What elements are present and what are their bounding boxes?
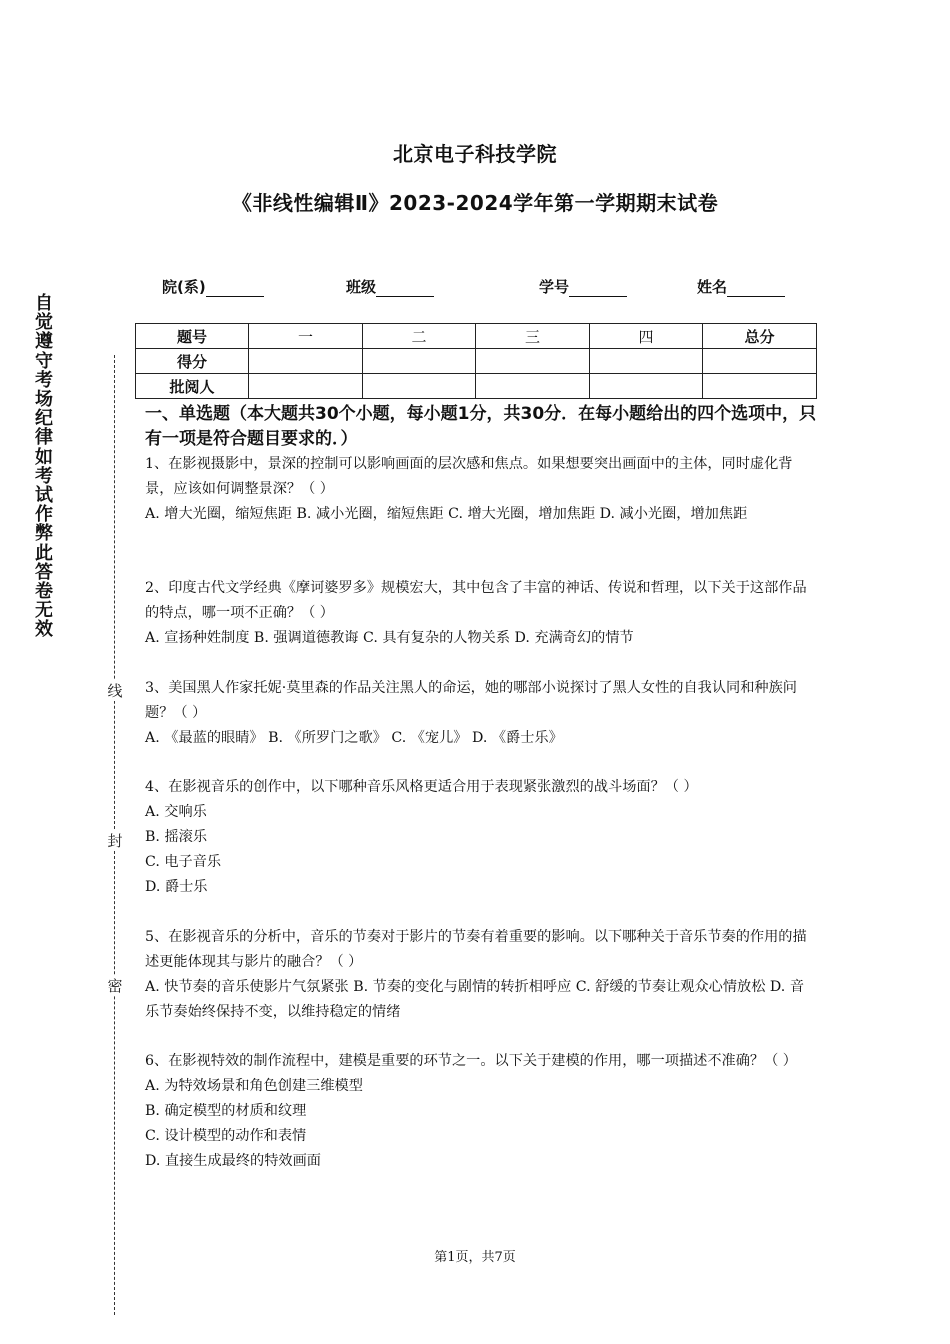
- question-stem: 2、印度古代文学经典《摩诃婆罗多》规模宏大，其中包含了丰富的神话、传说和哲理，以下关于这部作品的特点，哪一项不正确？（ ）: [145, 580, 807, 621]
- question-4: [145, 775, 817, 900]
- question-option: B. 确定模型的材质和纹理: [145, 1103, 307, 1119]
- class-label: 班级: [346, 278, 377, 296]
- question-stem: 3、美国黑人作家托妮·莫里森的作品关注黑人的命运，她的哪部小说探讨了黑人女性的自我认同和种族问题？（ ）: [145, 680, 797, 721]
- score-header-cell: 二: [363, 324, 476, 349]
- notice-char: 无: [35, 600, 53, 622]
- score-cell[interactable]: [249, 349, 363, 374]
- page-number: 第1页，共7页: [434, 1250, 516, 1265]
- notice-char: 考: [35, 465, 53, 487]
- grader-cell[interactable]: [249, 374, 363, 399]
- question-options: A. 增大光圈，缩短焦距 B. 减小光圈，缩短焦距 C. 增大光圈，增加焦距 D. 减小光圈，增加焦距: [145, 506, 748, 522]
- seal-mark-dense: 密: [107, 977, 123, 995]
- question-option: A. 交响乐: [145, 804, 207, 820]
- notice-char: 弊: [35, 523, 53, 545]
- question-stem: 5、在影视音乐的分析中，音乐的节奏对于影片的节奏有着重要的影响。以下哪种关于音乐节奏的作用的描述更能体现其与影片的融合？（ ）: [145, 929, 807, 970]
- score-table-header-row: [136, 324, 817, 349]
- notice-char: 觉: [35, 312, 53, 334]
- score-cell[interactable]: [703, 349, 817, 374]
- question-2: [145, 576, 817, 651]
- class-blank[interactable]: [376, 280, 434, 297]
- score-header-cell: 一: [249, 324, 363, 349]
- department-label: 院(系): [162, 278, 206, 296]
- exam-title: 《非线性编辑Ⅱ》2023-2024学年第一学期期末试卷: [231, 191, 719, 215]
- department-field: [162, 276, 264, 297]
- question-options: A. 快节奏的音乐使影片气氛紧张 B. 节奏的变化与剧情的转折相呼应 C. 舒缓的节奏让观众心情放松 D. 音乐节奏始终保持不变，以维持稳定的情绪: [145, 979, 805, 1020]
- department-blank[interactable]: [206, 280, 264, 297]
- name-field: [697, 276, 785, 297]
- question-option: B. 摇滚乐: [145, 829, 208, 845]
- question-stem: 6、在影视特效的制作流程中，建模是重要的环节之一。以下关于建模的作用，哪一项描述不准确？（ ）: [145, 1053, 797, 1069]
- student-id-blank[interactable]: [569, 280, 627, 297]
- score-table: [135, 323, 817, 399]
- question-3: [145, 676, 817, 751]
- student-id-field: [539, 276, 627, 297]
- notice-char: 遵: [35, 331, 53, 353]
- notice-char: 纪: [35, 408, 53, 430]
- name-label: 姓名: [697, 278, 728, 296]
- question-option: D. 直接生成最终的特效画面: [145, 1153, 321, 1169]
- grader-cell[interactable]: [590, 374, 703, 399]
- question-6: [145, 1049, 817, 1174]
- notice-char: 此: [35, 542, 53, 564]
- grader-cell[interactable]: [363, 374, 476, 399]
- notice-char: 答: [35, 561, 53, 583]
- score-cell[interactable]: [590, 349, 703, 374]
- score-header-cell: 三: [476, 324, 590, 349]
- grader-cell[interactable]: [476, 374, 590, 399]
- notice-char: 效: [35, 619, 53, 641]
- grader-row: [136, 374, 817, 399]
- seal-mark-seal: 封: [107, 832, 123, 850]
- student-id-label: 学号: [539, 278, 570, 296]
- score-row-label: 得分: [136, 349, 249, 374]
- question-option: C. 设计模型的动作和表情: [145, 1128, 307, 1144]
- score-cell[interactable]: [363, 349, 476, 374]
- question-stem: 1、在影视摄影中，景深的控制可以影响画面的层次感和焦点。如果想要突出画面中的主体，同时虚化背景，应该如何调整景深？（ ）: [145, 456, 793, 497]
- seal-mark-line: 线: [107, 682, 123, 700]
- notice-char: 守: [35, 350, 53, 372]
- question-option: A. 为特效场景和角色创建三维模型: [145, 1078, 363, 1094]
- question-option: D. 爵士乐: [145, 879, 208, 895]
- exam-discipline-notice: [33, 294, 55, 640]
- question-5: [145, 925, 817, 1025]
- score-header-cell: 四: [590, 324, 703, 349]
- question-option: C. 电子音乐: [145, 854, 222, 870]
- class-field: [346, 276, 434, 297]
- notice-char: 试: [35, 485, 53, 507]
- score-header-cell: 总分: [703, 324, 817, 349]
- notice-char: 场: [35, 389, 53, 411]
- grader-row-label: 批阅人: [136, 374, 249, 399]
- question-options: A. 宣扬种姓制度 B. 强调道德教诲 C. 具有复杂的人物关系 D. 充满奇幻的情节: [145, 630, 634, 646]
- notice-char: 卷: [35, 581, 53, 603]
- question-1: [145, 452, 817, 527]
- score-header-cell: 题号: [136, 324, 249, 349]
- school-name: 北京电子科技学院: [393, 142, 557, 166]
- notice-char: 律: [35, 427, 53, 449]
- notice-char: 作: [35, 504, 53, 526]
- notice-char: 考: [35, 369, 53, 391]
- name-blank[interactable]: [727, 280, 785, 297]
- question-options: A. 《最蓝的眼睛》 B. 《所罗门之歌》 C. 《宠儿》 D. 《爵士乐》: [145, 730, 563, 746]
- grader-cell[interactable]: [703, 374, 817, 399]
- notice-char: 自: [35, 293, 53, 314]
- question-stem: 4、在影视音乐的创作中，以下哪种音乐风格更适合用于表现紧张激烈的战斗场面？（ ）: [145, 779, 698, 795]
- score-row: [136, 349, 817, 374]
- score-cell[interactable]: [476, 349, 590, 374]
- section-heading: 一、单选题（本大题共30个小题，每小题1分，共30分．在每小题给出的四个选项中，只有一项是符合题目要求的．）: [145, 404, 817, 449]
- notice-char: 如: [35, 446, 53, 468]
